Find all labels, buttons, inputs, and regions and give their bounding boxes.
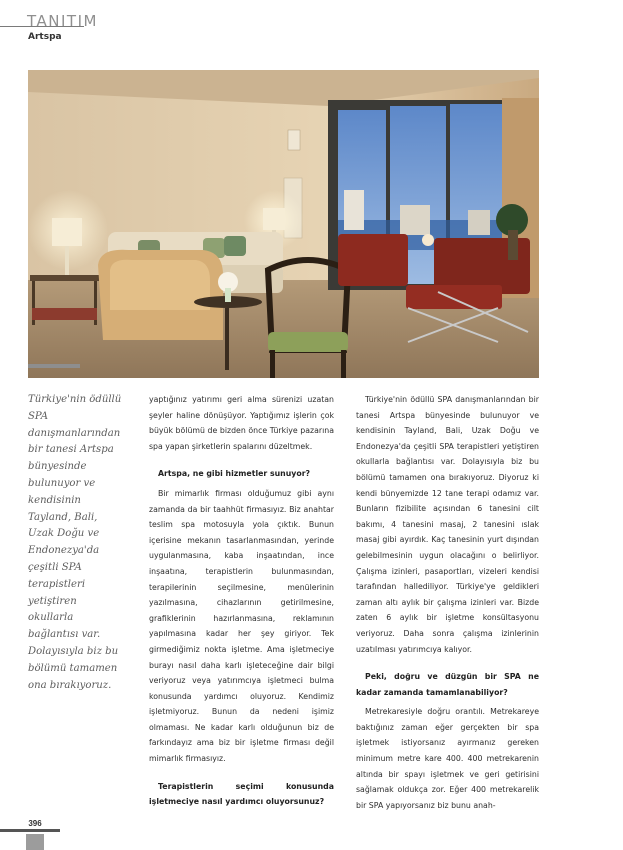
paragraph: yaptığınız yatırımı geri alma sürenizi uzatan şeyler haline dönüşüyor. Yaptığımız işlerin çok büyük bölümü de bizden önce Türkiye pazarına spa yapan şirketlerin spalarını düzeltmek. — [149, 395, 334, 451]
pull-quote-text: Türkiye'nin ödüllü SPA danışmanlarından bir tanesi Artspa bünyesinde bulunuyor ve kendisinin Tayland, Bali, Uzak Doğu ve Endonezya'da çeşitli SPA terapistleri yetiştiren okullarla bağlantısı var. Dolayısıyla biz bu bölümü tamamen ona bırakıyoruz. — [28, 394, 122, 691]
paragraph: Türkiye'nin ödüllü SPA danışmanlarından bir tanesi Artspa bünyesinde bulunuyor ve kendisinin Tayland, Bali, Uzak Doğu ve Endonezya'da çeşitli SPA terapistleri yetiştiren okullarla bağlantısı var. Dolayısıyla biz bu bölümü tamamen ona bırakıyoruz. Diyoruz ki kendi bünyemizde 12 tane terapi odamız var. Bunların fizibilite açısından 6 tanesini cilt bakımı, 4 tanesini masaj, 2 tanesini ıslak masaj gibi ayırdık. Kaç tanesinin yurt dışından gelebilmesinin uygun olacağını o belirliyor. Çalışma izinleri, pasaportları, vizeleri kendisi tarafından hallediliyor. Türkiye'ye geldikleri zaman altı aylık bir çalışma izinleri var. Bizde zaten 6 aylık bir işletme konsültasyonu veriyoruz. Daha sonra çalışma izinlerinin uzatılması yatırımcıya kalıyor. — [356, 395, 539, 654]
article-column-2 — [149, 392, 334, 814]
interior-photo — [28, 70, 539, 378]
section-title: TANITIM — [27, 12, 98, 30]
question-heading: Peki, doğru ve düzgün bir SPA ne kadar zamanda tamamlanabiliyor? — [356, 672, 539, 697]
question-heading: Terapistlerin seçimi konusunda işletmeciye nasıl yardımcı oluyorsunuz? — [149, 781, 334, 807]
article-title: Artspa — [28, 32, 62, 42]
paragraph: Bir mimarlık firması olduğumuz gibi aynı zamanda da bir taahhüt firmasıyız. Biz anahtar teslim spa motosuyla yola çıktık. Bunun içerisine mekanın tasarlanmasından, yerinde uygulanmasına, kaba inşaatından, ince inşaatına, terapistlerin bulunmasından, terapilerinin seçilmesine, menülerinin yazılmasına, cihazlarının getirilmesine, grafiklerinin hazırlanmasına, reklamının yapılmasına kadar her şey giriyor. Tek girmediğimiz nokta işletme. Ama işletmeciye burayı nasıl daha karlı işleteceğine dair bilgi veriyoruz veya yatırımcıya işletmeci bulma konusunda yardımcı oluyoruz. Kendimiz işletmiyoruz. Bunun da nedeni işimiz olmaması. Ne kadar karlı olduğunun biz de farkındayız ama biz bir işletme firması değil mimarlık firmasıyız. — [149, 488, 334, 764]
pull-quote — [28, 392, 124, 694]
article-column-3 — [356, 392, 539, 813]
footer-rule — [0, 829, 60, 832]
footer-tab — [26, 834, 44, 850]
question-heading: Artspa, ne gibi hizmetler sunuyor? — [158, 469, 311, 479]
paragraph: Metrekaresiyle doğru orantılı. Metrekareye baktığınız zaman eğer gerçekten bir spa işletmek istiyorsanız ayırmanız gereken minimum metre kare 400. 400 metrekarenin altında bir spayı işletmek ve geri getirisini sağlamak oldukça zor. Eğer 400 metrekarelik bir SPA yapıyorsanız biz bunu anah- — [356, 707, 539, 810]
page-number: 396 — [28, 819, 42, 828]
